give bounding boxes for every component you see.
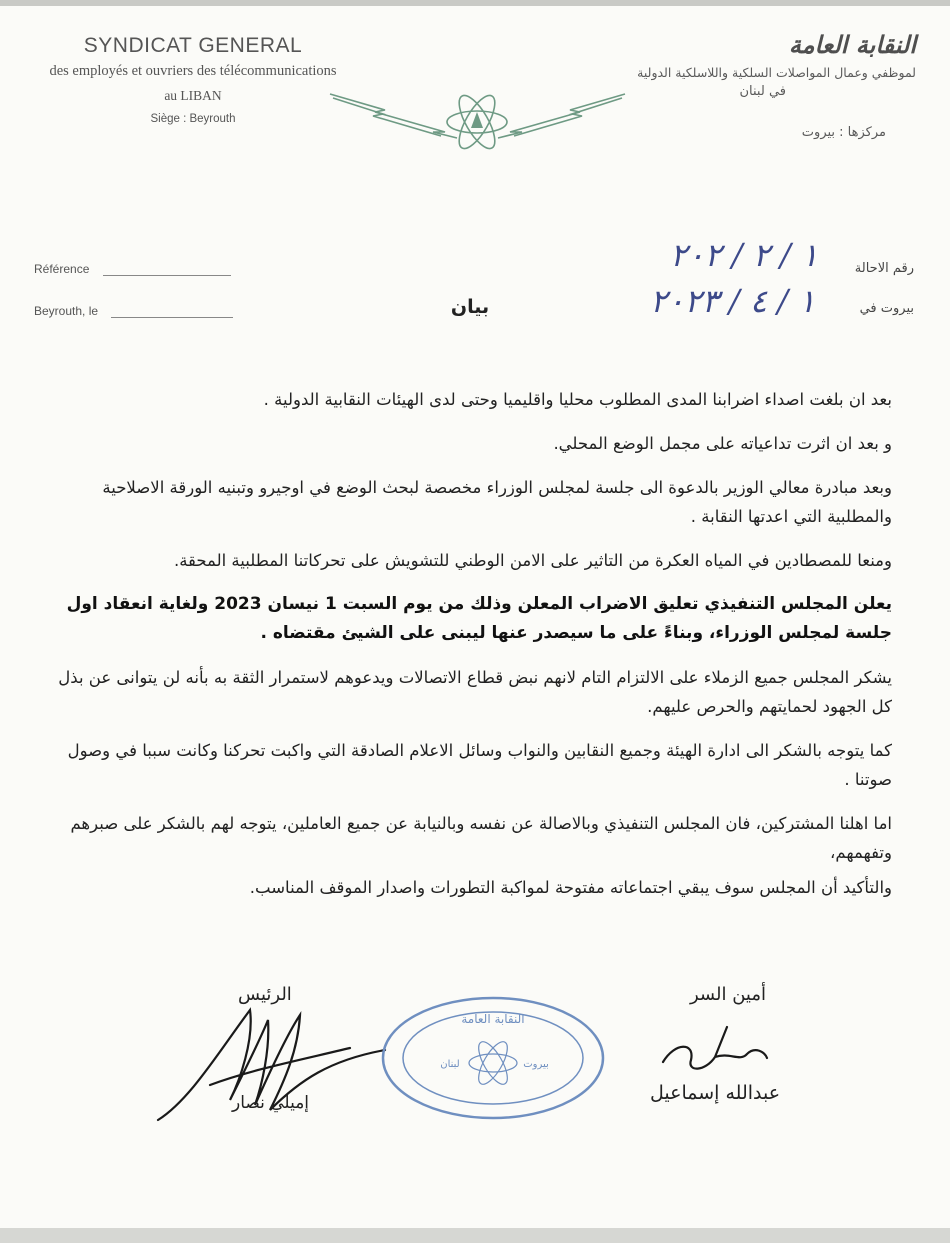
date-label-ar: بيروت في	[859, 301, 914, 316]
president-title: الرئيس	[238, 984, 292, 1005]
date-line-fr	[111, 317, 233, 318]
letterhead-fr-title: SYNDICAT GENERAL	[83, 34, 303, 57]
union-stamp-icon	[378, 993, 608, 1123]
reference-label-ar: رقم الاحالة	[854, 261, 914, 276]
paragraph-announcement: يعلن المجلس التنفيذي تعليق الاضراب المعلن وذلك من يوم السبت 1 نيسان 2023 ولغاية انعقاد اول جلسة لمجلس الوزراء، وبناءً على ما سيصدر عنها ليبنى على الشيئ مقتضاه .	[66, 594, 892, 643]
date-field-fr	[34, 304, 233, 318]
secretary-name: عبدالله إسماعيل	[650, 1082, 781, 1104]
reference-label-fr: Référence	[34, 262, 90, 276]
letterhead-ar-title: النقابة العامة	[788, 30, 916, 59]
secretary-title: أمين السر	[690, 984, 766, 1005]
stamp-center-right: بيروت	[523, 1059, 549, 1070]
paragraph-6: يشكر المجلس جميع الزملاء على الالتزام التام لانهم نبض قطاع الاتصالات ويدعوهم لاستمرار الثقة به بأنه لن يتوانى عن بذل كل الجهود لحمايتهم والحرص عليهم.	[58, 668, 892, 716]
reference-line-fr	[103, 275, 231, 276]
president-name: إميلي نصار	[232, 1093, 310, 1113]
letterhead-ar-subtitle: لموظفي وعمال المواصلات السلكية واللاسلكية الدولية	[637, 65, 916, 80]
letterhead-arabic	[637, 30, 916, 140]
atom-lightning-emblem-icon	[325, 80, 630, 160]
secretary-signature-icon	[655, 1022, 775, 1082]
letterhead-french	[28, 34, 358, 125]
paragraph-9: والتأكيد أن المجلس سوف يبقي اجتماعاته مفتوحة لمواكبة التطورات واصدار الموقف المناسب.	[249, 878, 892, 897]
letterhead-fr-country: au LIBAN	[164, 88, 222, 103]
letterhead-fr-subtitle: des employés et ouvriers des télécommunications	[49, 63, 337, 79]
paragraph-3: وبعد مبادرة معالي الوزير بالدعوة الى جلسة لمجلس الوزراء مخصصة لبحث الوضع في اوجيرو وتبنيه الورقة الاصلاحية والمطلبية التي اعدتها النقابة .	[102, 478, 892, 526]
handwritten-reference-number: ١ / ٢ / ٢٠٢	[670, 236, 819, 274]
document-title: بيان	[450, 296, 490, 318]
letterhead-ar-country: في لبنان	[739, 84, 786, 99]
reference-field-fr	[34, 262, 231, 276]
statement-body	[52, 385, 892, 917]
paragraph-8: اما اهلنا المشتركين، فان المجلس التنفيذي وبالاصالة عن نفسه وبالنيابة عن جميع العاملين، يتوجه لهم بالشكر على صبرهم وتفهمهم،	[70, 814, 892, 862]
paragraph-4: ومنعا للمصطادين في المياه العكرة من التاثير على الامن الوطني للتشويش على تحركاتنا المطلبية المحقة.	[173, 551, 892, 570]
letterhead-ar-seat: مركزها : بيروت	[801, 125, 886, 140]
scan-top-edge	[0, 0, 950, 6]
stamp-center-left: لبنان	[440, 1059, 460, 1070]
date-label-fr: Beyrouth, le	[34, 304, 99, 318]
scan-bottom-edge	[0, 1228, 950, 1243]
date-field-ar	[860, 301, 914, 316]
letterhead-fr-seat: Siège : Beyrouth	[150, 113, 236, 125]
paragraph-7: كما يتوجه بالشكر الى ادارة الهيئة وجميع النقابين والنواب وسائل الاعلام الصادقة التي واكبت تحركنا وكانت سببا في وصول صوتنا .	[67, 741, 892, 789]
paragraph-2: و بعد ان اثرت تداعياته على مجمل الوضع المحلي.	[553, 434, 892, 453]
reference-field-ar	[855, 261, 914, 276]
stamp-top-text: النقابة العامة	[461, 1012, 525, 1026]
paragraph-1: بعد ان بلغت اصداء اضرابنا المدى المطلوب محليا واقليميا وحتى لدى الهيئات النقابية الدولية .	[263, 390, 892, 409]
handwritten-date: ١ / ٤ / ٢٠٢٣	[650, 282, 816, 320]
